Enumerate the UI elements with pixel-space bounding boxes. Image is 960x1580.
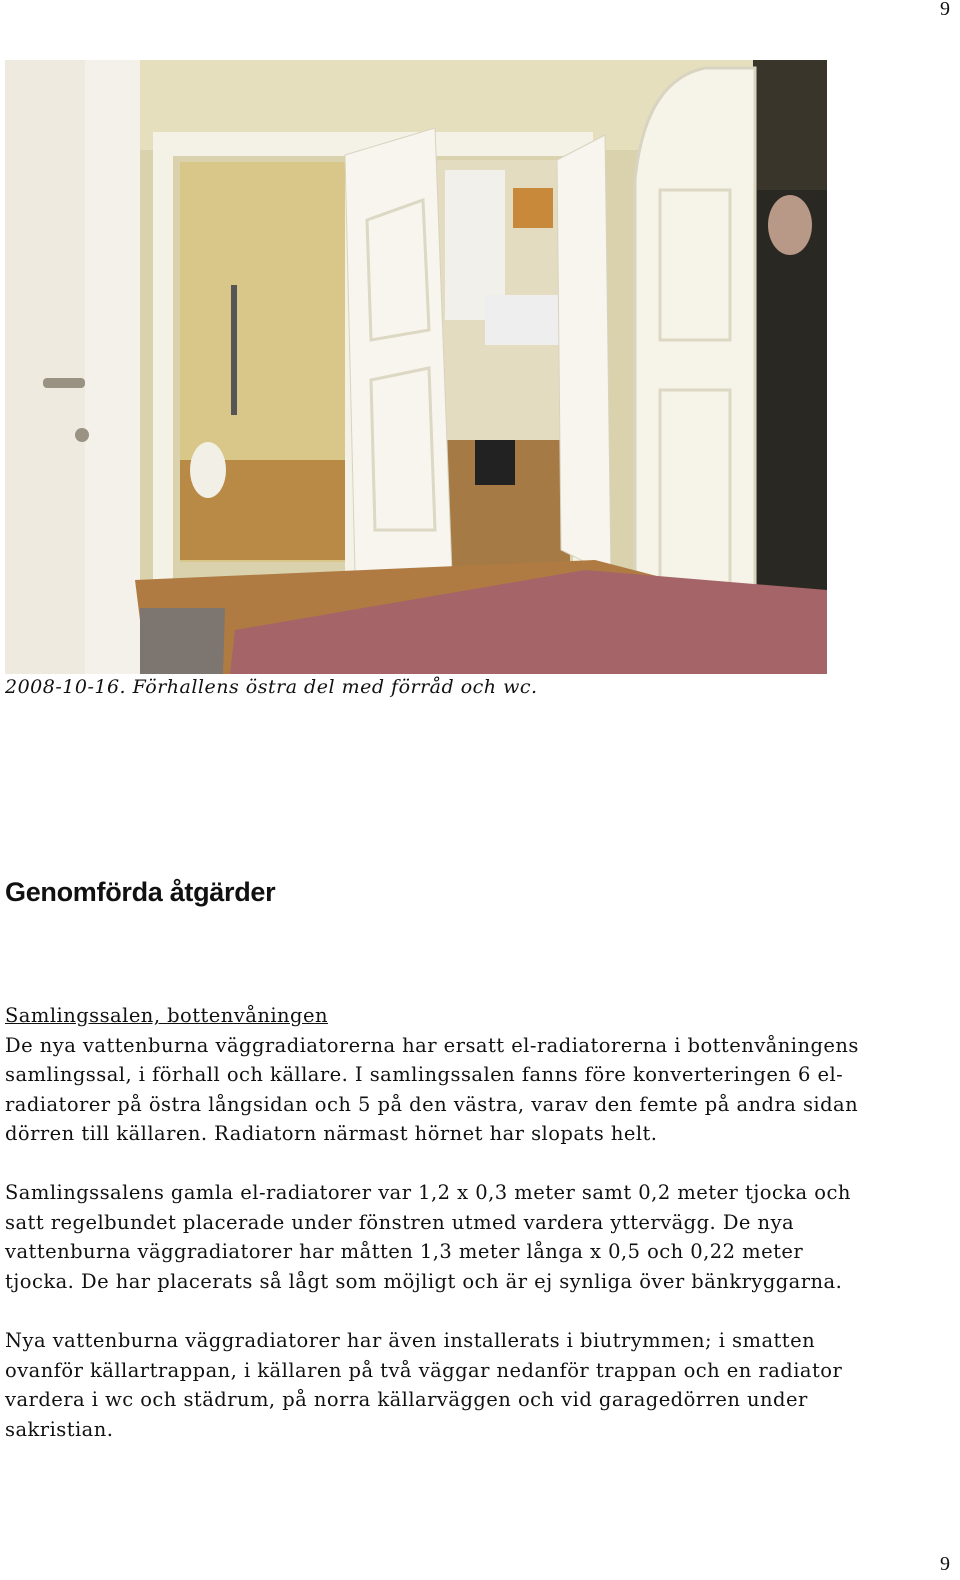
paragraph-line: Samlingssalens gamla el-radiatorer var 1,2 x 0,3 meter samt 0,2 meter tjocka och	[5, 1181, 851, 1204]
subheading: Samlingssalen, bottenvåningen	[5, 1004, 328, 1027]
paragraph-line: dörren till källaren. Radiatorn närmast hörnet har slopats helt.	[5, 1122, 658, 1145]
paragraph-2	[5, 1178, 950, 1296]
paragraph-line: vardera i wc och städrum, på norra källarväggen och vid garagedörren under	[5, 1388, 808, 1411]
paragraph-line: De nya vattenburna väggradiatorerna har ersatt el-radiatorerna i bottenvåningens	[5, 1033, 859, 1057]
page-number-top: 9	[940, 0, 950, 20]
page-number-bottom: 9	[940, 1553, 950, 1575]
paragraph-3	[5, 1326, 950, 1444]
hallway-photo	[5, 60, 827, 674]
hallway-photo-illustration	[5, 60, 827, 674]
photo-caption: 2008-10-16. Förhallens östra del med förråd och wc.	[5, 676, 538, 698]
paragraph-line: vattenburna väggradiatorer har måtten 1,3 meter långa x 0,5 och 0,22 meter	[5, 1240, 804, 1263]
paragraph-line: tjocka. De har placerats så lågt som möjligt och är ej synliga över bänkryggarna.	[5, 1269, 843, 1293]
paragraph-line: sakristian.	[5, 1417, 114, 1441]
paragraph-1	[5, 1001, 950, 1149]
paragraph-line: satt regelbundet placerade under fönstren utmed vardera yttervägg. De nya	[5, 1210, 795, 1234]
paragraph-line: samlingssal, i förhall och källare. I samlingssalen fanns före konverteringen 6 el-	[5, 1063, 844, 1086]
paragraph-line: radiatorer på östra långsidan och 5 på den västra, varav den femte på andra sidan	[5, 1092, 859, 1116]
paragraph-line: ovanför källartrappan, i källaren på två väggar nedanför trappan och en radiator	[5, 1358, 843, 1382]
paragraph-line: Nya vattenburna väggradiatorer har även installerats i biutrymmen; i smatten	[5, 1329, 816, 1352]
section-heading: Genomförda åtgärder	[5, 877, 276, 907]
